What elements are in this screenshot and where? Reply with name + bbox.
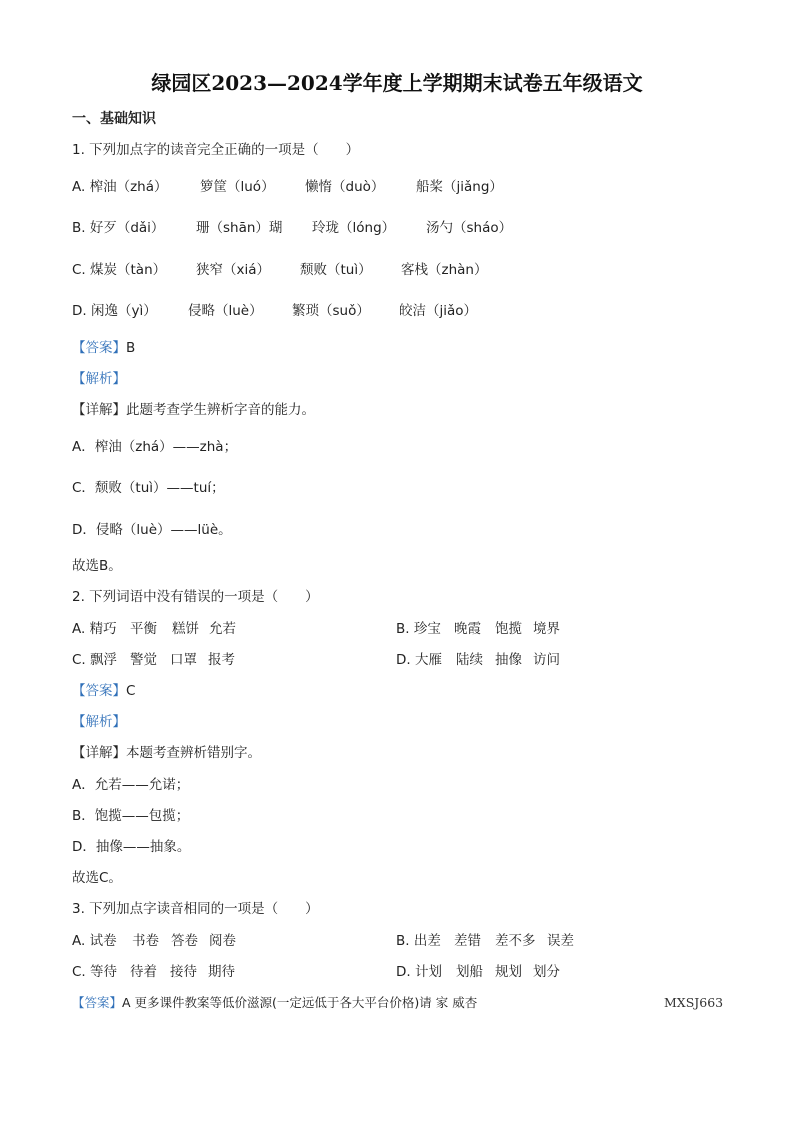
q3-option-b-item: 误差 — [547, 933, 574, 949]
q3-option-d-item: 划船 — [456, 964, 483, 980]
q3-option-a-item: 阅卷 — [209, 933, 236, 949]
q2-option-d-item: 陆续 — [456, 652, 483, 668]
q2-option-c-item: 口罩 — [170, 652, 197, 668]
q1-option-d-item: D. 闲逸（yì） — [72, 303, 157, 319]
answer-tag: 【答案】 — [72, 340, 126, 356]
q1-correction: D．侵略（luè）——lüè。 — [72, 522, 232, 538]
answer-tag: 【答案】 — [72, 995, 123, 1010]
q2-option-c-item: C. 飘浮 — [72, 652, 118, 668]
q2-option-b-item: 晚霞 — [454, 621, 481, 637]
q1-correction: A．榨油（zhá）——zhà； — [72, 439, 238, 455]
page-title: 绿园区2023—2024学年度上学期期末试卷五年级语文 — [151, 71, 643, 95]
q2-answer — [72, 682, 135, 700]
q3-option-a-item: 书卷 — [132, 933, 159, 949]
q1-correction: C．颓败（tuì）——tuí； — [72, 480, 225, 496]
detail-tag: 【详解】 — [72, 745, 126, 761]
q1-option-c-item: 狭窄（xiá） — [196, 262, 271, 278]
q2-option-d-item: D. 大雁 — [396, 652, 442, 668]
question-2-stem: 2. 下列词语中没有错误的一项是（ ） — [72, 589, 319, 605]
q1-option-c-item: 颓败（tuì） — [300, 262, 372, 278]
q1-answer — [72, 339, 135, 357]
q3-option-b-item: 差错 — [454, 933, 481, 949]
q2-option-a-item: 糕饼 — [172, 621, 199, 637]
q2-option-d-item: 抽像 — [495, 652, 522, 668]
q1-option-b-item: B. 好歹（dǎi） — [72, 220, 165, 236]
q1-option-a-item: 箩筐（luó） — [200, 179, 275, 195]
watermark-code: MXSJ663 — [664, 995, 724, 1010]
q2-option-a-item: 平衡 — [130, 621, 157, 637]
q3-option-a-item: 答卷 — [171, 933, 198, 949]
q2-option-a-item: 允若 — [209, 621, 236, 637]
section-heading: 一、基础知识 — [72, 111, 156, 127]
q1-analysis-tag: 【解析】 — [72, 371, 126, 387]
q3-answer — [72, 994, 477, 1012]
q2-conclusion: 故选C。 — [72, 870, 122, 886]
q1-option-a-item: 懒惰（duò） — [305, 179, 385, 195]
q2-option-c-item: 报考 — [208, 652, 235, 668]
q3-option-c-item: 期待 — [208, 964, 235, 980]
q2-correction: B．饱揽——包揽； — [72, 808, 190, 824]
q1-option-d-item: 侵略（luè） — [188, 303, 263, 319]
q1-option-b-item: 珊（shān）瑚 — [196, 220, 283, 236]
q2-correction: D．抽像——抽象。 — [72, 839, 191, 855]
q1-option-d-item: 繁琐（suǒ） — [292, 303, 370, 319]
q2-correction: A．允若——允诺； — [72, 777, 190, 793]
q1-option-c-item: C. 煤炭（tàn） — [72, 262, 167, 278]
answer-value: C — [126, 683, 136, 699]
q2-option-b-item: B. 珍宝 — [396, 621, 441, 637]
q1-detail — [72, 401, 315, 419]
q1-option-a-item: 船桨（jiǎng） — [416, 179, 503, 195]
q3-option-b-item: 差不多 — [495, 933, 536, 949]
q3-option-a-item: A. 试卷 — [72, 933, 117, 949]
answer-value: B — [126, 340, 136, 356]
question-3-stem: 3. 下列加点字读音相同的一项是（ ） — [72, 901, 319, 917]
q2-detail — [72, 744, 261, 762]
q3-option-c-item: 接待 — [170, 964, 197, 980]
q2-option-b-item: 境界 — [533, 621, 560, 637]
q2-option-a-item: A. 精巧 — [72, 621, 117, 637]
detail-text: 本题考查辨析错别字。 — [126, 745, 261, 761]
detail-text: 此题考查学生辨析字音的能力。 — [126, 402, 315, 418]
q2-analysis-tag: 【解析】 — [72, 714, 126, 730]
detail-tag: 【详解】 — [72, 402, 126, 418]
q3-option-c-item: C. 等待 — [72, 964, 118, 980]
q1-option-a-item: A. 榨油（zhá） — [72, 179, 168, 195]
q2-option-c-item: 警觉 — [130, 652, 157, 668]
q1-conclusion: 故选B。 — [72, 558, 122, 574]
q1-option-c-item: 客栈（zhàn） — [401, 262, 488, 278]
question-1-stem: 1. 下列加点字的读音完全正确的一项是（ ） — [72, 142, 360, 158]
q3-option-b-item: B. 出差 — [396, 933, 441, 949]
q3-option-d-item: D. 计划 — [396, 964, 442, 980]
answer-tag: 【答案】 — [72, 683, 126, 699]
q1-option-b-item: 玲珑（lóng） — [312, 220, 396, 236]
q3-option-d-item: 划分 — [533, 964, 560, 980]
q1-option-b-item: 汤勺（sháo） — [426, 220, 513, 236]
q1-option-d-item: 皎洁（jiǎo） — [399, 303, 478, 319]
answer-text: A 更多课件教案等低价滋源(一定远低于各大平台价格)请 家 威杏 — [122, 995, 478, 1010]
q3-option-c-item: 待着 — [130, 964, 157, 980]
q3-option-d-item: 规划 — [495, 964, 522, 980]
q2-option-d-item: 访问 — [533, 652, 560, 668]
q2-option-b-item: 饱揽 — [495, 621, 522, 637]
